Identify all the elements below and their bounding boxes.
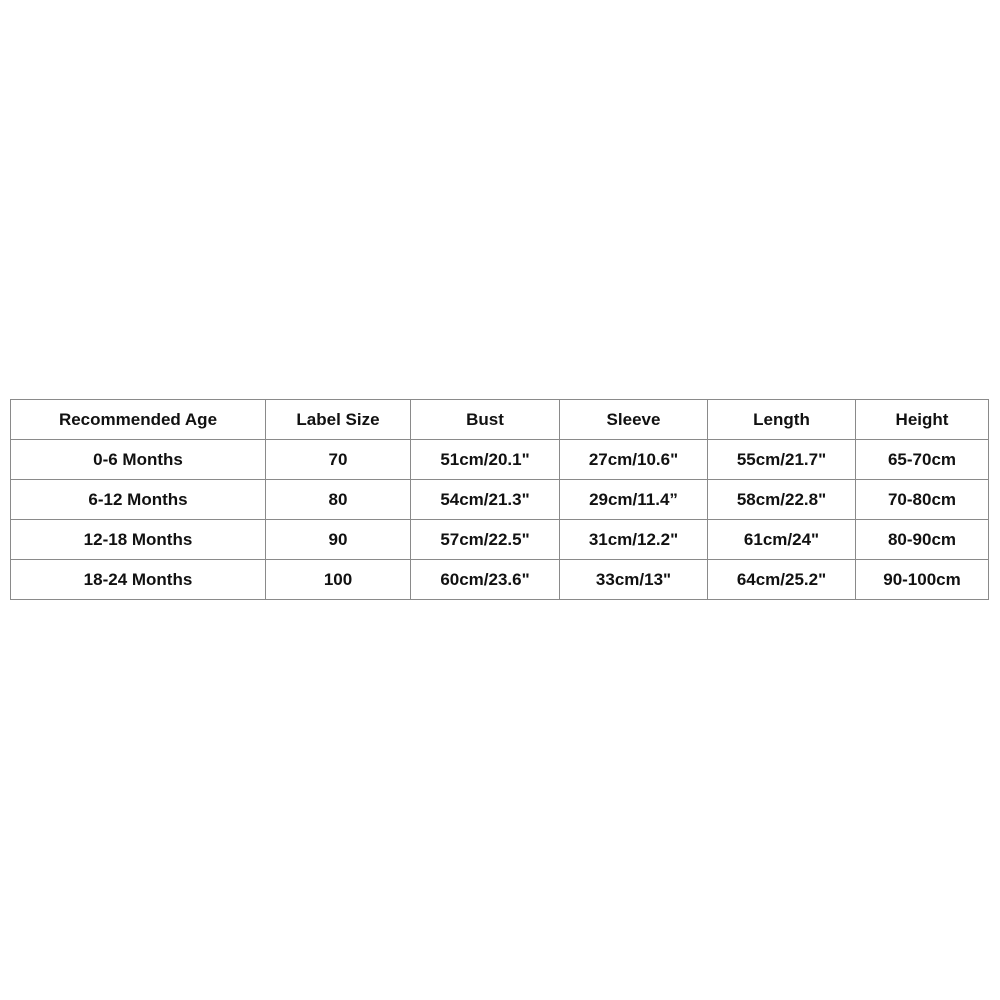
cell-height: 65-70cm [856,440,989,480]
header-bust: Bust [411,400,560,440]
cell-label-size: 100 [266,560,411,600]
header-label-size: Label Size [266,400,411,440]
table-header-row [11,400,989,440]
header-recommended-age: Recommended Age [11,400,266,440]
cell-label-size: 70 [266,440,411,480]
table-row [11,520,989,560]
cell-recommended-age: 18-24 Months [11,560,266,600]
cell-length: 58cm/22.8" [708,480,856,520]
cell-recommended-age: 6-12 Months [11,480,266,520]
header-height: Height [856,400,989,440]
cell-bust: 60cm/23.6" [411,560,560,600]
cell-bust: 51cm/20.1" [411,440,560,480]
cell-bust: 57cm/22.5" [411,520,560,560]
cell-recommended-age: 12-18 Months [11,520,266,560]
cell-sleeve: 29cm/11.4” [560,480,708,520]
cell-sleeve: 33cm/13" [560,560,708,600]
cell-height: 90-100cm [856,560,989,600]
cell-length: 55cm/21.7" [708,440,856,480]
cell-height: 80-90cm [856,520,989,560]
table-row [11,480,989,520]
cell-sleeve: 31cm/12.2" [560,520,708,560]
cell-length: 64cm/25.2" [708,560,856,600]
cell-height: 70-80cm [856,480,989,520]
table-row [11,440,989,480]
cell-bust: 54cm/21.3" [411,480,560,520]
cell-label-size: 90 [266,520,411,560]
cell-label-size: 80 [266,480,411,520]
cell-recommended-age: 0-6 Months [11,440,266,480]
cell-sleeve: 27cm/10.6" [560,440,708,480]
header-sleeve: Sleeve [560,400,708,440]
table-row [11,560,989,600]
header-length: Length [708,400,856,440]
size-chart-table [10,399,989,600]
cell-length: 61cm/24" [708,520,856,560]
